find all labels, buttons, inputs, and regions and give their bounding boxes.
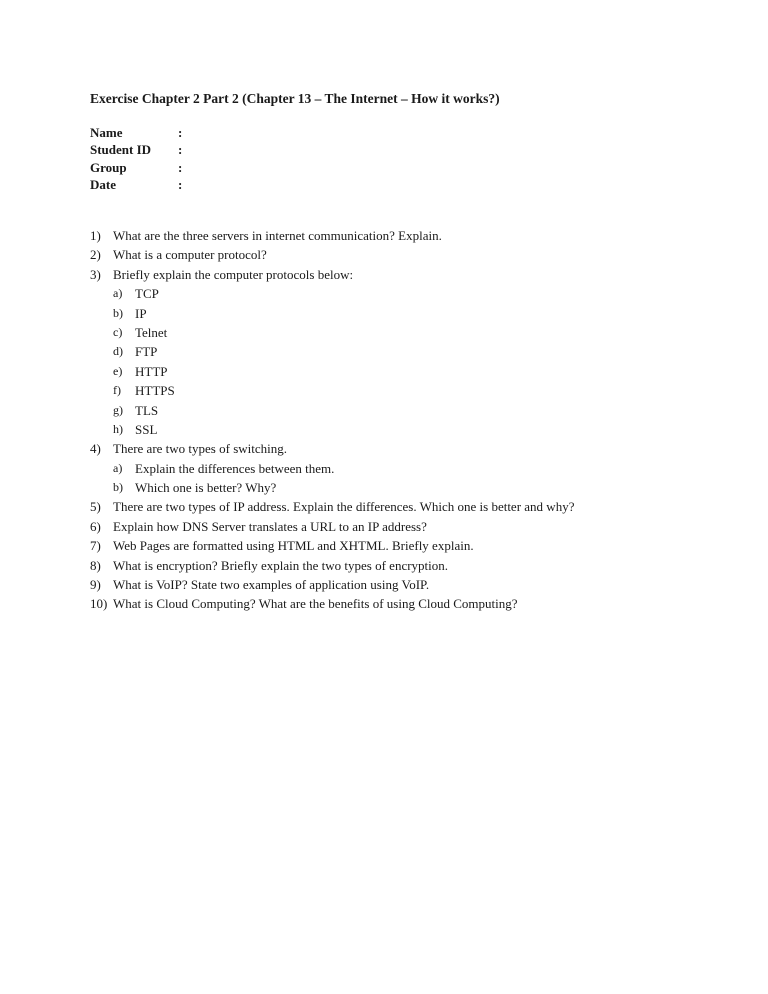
sub-question-letter: a) xyxy=(113,460,123,475)
field-label: Name xyxy=(90,125,123,140)
sub-question-text: Telnet xyxy=(135,324,168,340)
question-text: Briefly explain the computer protocols below: xyxy=(113,266,354,282)
sub-question-text: TLS xyxy=(135,402,159,418)
question-item xyxy=(90,556,730,575)
question-text: There are two types of switching. xyxy=(113,441,288,457)
question-number: 3) xyxy=(90,266,101,282)
field-name xyxy=(90,124,183,141)
question-number: 6) xyxy=(90,518,101,534)
sub-question-item xyxy=(90,284,730,303)
question-number: 5) xyxy=(90,499,101,515)
field-colon: : xyxy=(178,159,183,175)
question-text: What is VoIP? State two examples of application using VoIP. xyxy=(113,577,430,593)
question-text: What are the three servers in internet communication? Explain. xyxy=(113,228,442,243)
sub-question-text: HTTP xyxy=(135,363,168,379)
sub-question-letter: b) xyxy=(113,305,123,320)
sub-question-letter: f) xyxy=(113,383,121,398)
sub-question-text: HTTPS xyxy=(135,383,175,399)
sub-question-item xyxy=(90,459,730,478)
question-text: Web Pages are formatted using HTML and XHTML. Briefly explain. xyxy=(113,538,474,554)
question-text: What is Cloud Computing? What are the benefits of using Cloud Computing? xyxy=(113,596,518,612)
field-label: Student ID xyxy=(90,142,152,158)
question-item xyxy=(90,439,730,458)
sub-question-item xyxy=(90,478,730,497)
question-number: 2) xyxy=(90,247,101,263)
question-text: Explain how DNS Server translates a URL to an IP address? xyxy=(113,518,427,534)
question-text: There are two types of IP address. Explain the differences. Which one is better and why? xyxy=(113,499,575,515)
sub-question-letter: a) xyxy=(113,286,123,301)
sub-question-text: TCP xyxy=(135,286,159,302)
question-item xyxy=(90,245,730,264)
sub-question-letter: e) xyxy=(113,363,123,378)
student-info-fields xyxy=(90,124,183,193)
sub-question-text: FTP xyxy=(135,344,158,360)
sub-question-letter: h) xyxy=(113,421,123,436)
field-group xyxy=(90,159,183,176)
sub-question-text: Which one is better? Why? xyxy=(135,480,277,496)
field-colon: : xyxy=(178,176,183,192)
sub-question-item xyxy=(90,381,730,400)
question-item xyxy=(90,497,730,516)
question-number: 9) xyxy=(90,577,101,593)
question-number: 1) xyxy=(90,228,101,243)
sub-question-text: IP xyxy=(135,305,147,321)
sub-question-text: SSL xyxy=(135,421,158,437)
question-item xyxy=(90,265,730,284)
sub-question-letter: b) xyxy=(113,480,123,495)
field-colon: : xyxy=(178,125,183,140)
question-item xyxy=(90,536,730,555)
question-list xyxy=(90,226,730,614)
sub-question-letter: d) xyxy=(113,344,123,359)
field-date xyxy=(90,176,183,193)
question-item xyxy=(90,594,730,613)
question-text: What is a computer protocol? xyxy=(113,247,267,263)
sub-question-letter: c) xyxy=(113,324,123,339)
sub-question-item xyxy=(90,342,730,361)
question-item xyxy=(90,575,730,594)
sub-question-item xyxy=(90,401,730,420)
exercise-title: Exercise Chapter 2 Part 2 (Chapter 13 – The Internet – How it works?) xyxy=(90,91,500,106)
question-item xyxy=(90,517,730,536)
sub-question-item xyxy=(90,420,730,439)
sub-question-letter: g) xyxy=(113,402,123,417)
field-label: Date xyxy=(90,176,116,192)
question-text: What is encryption? Briefly explain the two types of encryption. xyxy=(113,557,449,573)
field-label: Group xyxy=(90,159,127,175)
question-number: 8) xyxy=(90,557,101,573)
field-colon: : xyxy=(178,142,183,158)
field-student-id xyxy=(90,141,183,158)
sub-question-item xyxy=(90,323,730,342)
question-number: 7) xyxy=(90,538,101,554)
question-item xyxy=(90,226,730,245)
sub-question-text: Explain the differences between them. xyxy=(135,460,335,476)
sub-question-item xyxy=(90,362,730,381)
question-number: 10) xyxy=(90,596,108,612)
sub-question-item xyxy=(90,304,730,323)
question-number: 4) xyxy=(90,441,101,457)
